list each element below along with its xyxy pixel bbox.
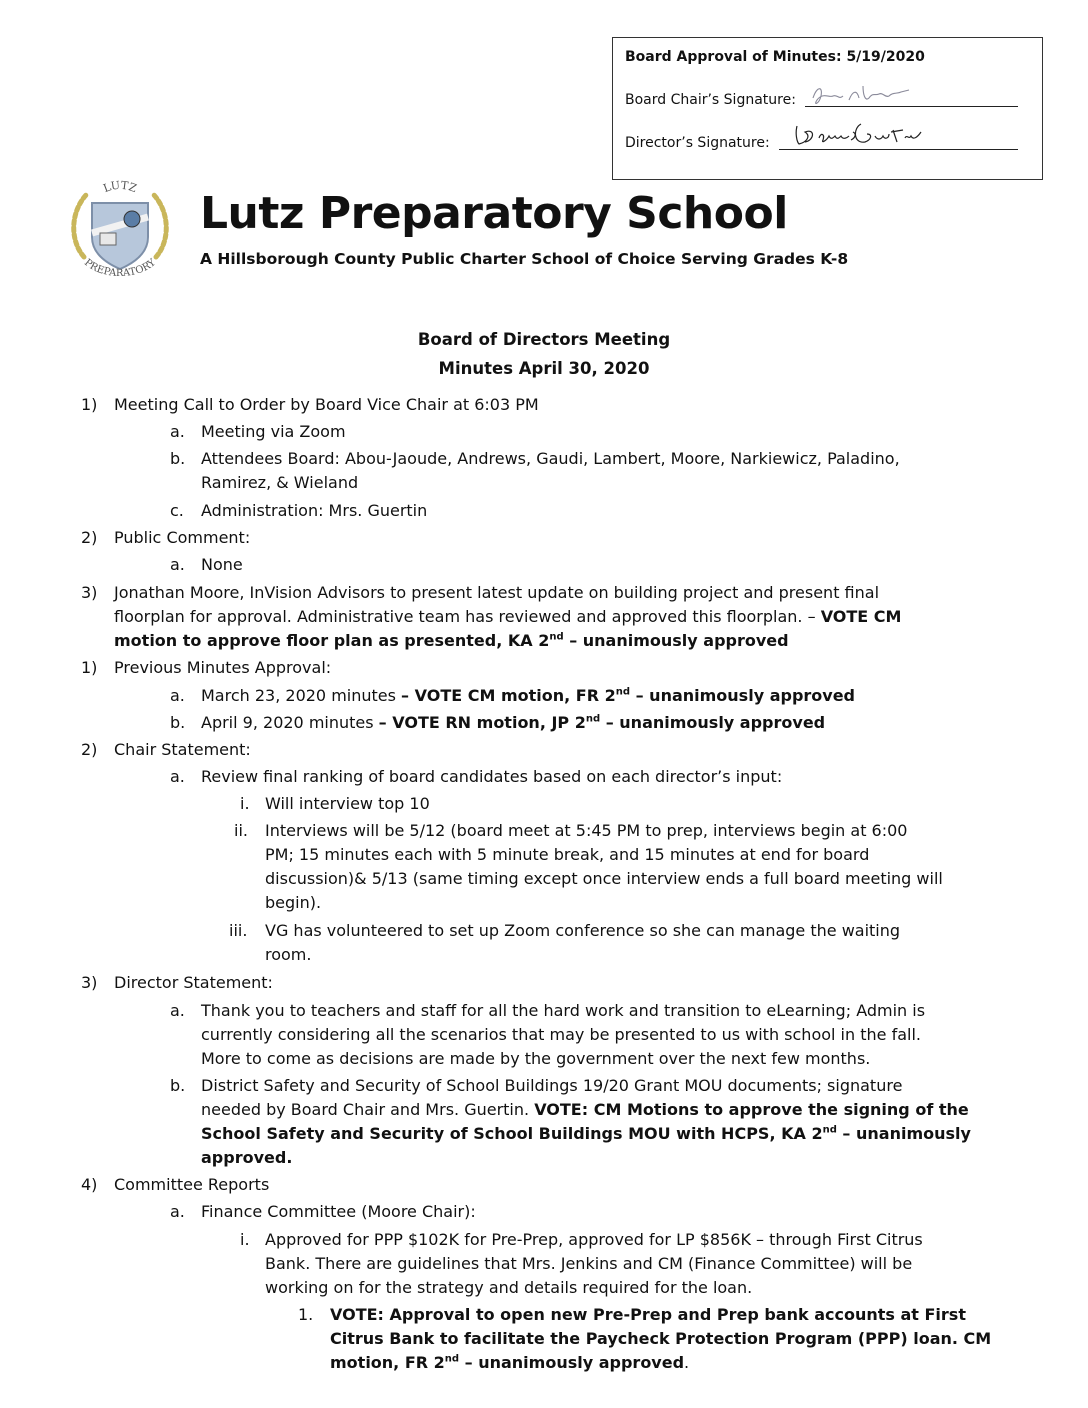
vote-result: – unanimously approved (630, 686, 856, 705)
subitem-text-continued: More to come as decisions are made by the government over the next few months. (201, 1049, 871, 1068)
subitem-text: Meeting via Zoom (201, 422, 346, 441)
approval-date: 5/19/2020 (846, 49, 925, 65)
subsubitem-text-continued: Bank. There are guidelines that Mrs. Jenkins and CM (Finance Committee) will be (265, 1254, 913, 1273)
subitem-letter: a. (170, 1001, 185, 1020)
vote-text-continued: approved. (201, 1148, 293, 1167)
item-text: Jonathan Moore, InVision Advisors to present latest update on building project and present final (114, 583, 880, 602)
ordinal-suffix: nd (822, 1124, 837, 1136)
plain-text: March 23, 2020 minutes (201, 686, 402, 705)
ordinal-suffix: nd (585, 713, 601, 725)
plain-text: April 9, 2020 minutes (201, 713, 379, 732)
approval-date-row (625, 49, 925, 65)
vote-motion: motion to approve floor plan as presented, KA 2 (114, 631, 550, 650)
item-text: Chair Statement: (114, 740, 251, 759)
logo-top-text: LUTZ (101, 178, 139, 196)
subsubitem-text: VG has volunteered to set up Zoom conference so she can manage the waiting (265, 921, 901, 940)
item-text: Public Comment: (114, 528, 251, 547)
roman-numeral: i. (240, 794, 250, 813)
item-number: 3) (81, 973, 98, 992)
vote-text (114, 629, 789, 653)
vote-result: – unanimously (836, 1124, 971, 1143)
chair-signature-scribble (809, 78, 919, 110)
ordinal-suffix: nd (615, 686, 631, 698)
vote-text (201, 1122, 971, 1146)
vote-text: VOTE: CM Motions to approve the signing of the (534, 1100, 969, 1119)
item-number: 2) (81, 528, 98, 547)
vote-result: – unanimously approved (563, 631, 789, 650)
item-number: 1) (81, 395, 98, 414)
plain-text: . (684, 1353, 690, 1372)
meeting-title: Board of Directors Meeting (417, 330, 671, 349)
subsubitem-text-continued: room. (265, 945, 312, 964)
item-number: 1) (81, 658, 98, 677)
subsubitem-text-continued: working on for the strategy and details required for the loan. (265, 1278, 753, 1297)
subsubitem-text-continued: begin). (265, 893, 322, 912)
subitem-text: Finance Committee (Moore Chair): (201, 1202, 476, 1221)
ordinal-suffix: nd (549, 631, 564, 643)
subitem-letter: a. (170, 767, 185, 786)
subitem-text: Administration: Mrs. Guertin (201, 501, 428, 520)
subitem-text (201, 711, 825, 735)
subitem-text-continued: Ramirez, & Wieland (201, 473, 359, 492)
item-text-continued (114, 605, 901, 629)
subitem-text (201, 684, 855, 708)
subitem-letter: a. (170, 686, 185, 705)
director-signature-scribble (791, 118, 931, 150)
roman-numeral: ii. (234, 821, 248, 840)
subitem-text-continued: currently considering all the scenarios that may be presented to us with school in the fall. (201, 1025, 921, 1044)
vote-motion: motion, FR 2 (330, 1353, 445, 1372)
approval-box (612, 37, 1043, 180)
vote-result: – unanimously approved (600, 713, 826, 732)
subsubitem-text: Approved for PPP $102K for Pre-Prep, approved for LP $856K – through First Citrus (265, 1230, 923, 1249)
subitem-letter: a. (170, 555, 185, 574)
subsubitem-text: Interviews will be 5/12 (board meet at 5:45 PM to prep, interviews begin at 6:00 (265, 821, 908, 840)
item-number: 2) (81, 740, 98, 759)
vote-motion: – VOTE CM motion, FR 2 (401, 686, 616, 705)
svg-text:LUTZ (101, 179, 138, 195)
subsubitem-text-continued: PM; 15 minutes each with 5 minute break, and 15 minutes at end for board (265, 845, 870, 864)
school-name: Lutz Preparatory School (200, 188, 788, 239)
ordinal-suffix: nd (444, 1353, 460, 1365)
school-crest-logo (64, 177, 176, 289)
vote-motion: School Safety and Security of School Buildings MOU with HCPS, KA 2 (201, 1124, 823, 1143)
subitem-text: Thank you to teachers and staff for all the hard work and transition to eLearning; Admin is (201, 1001, 926, 1020)
vote-text-continued: Citrus Bank to facilitate the Paycheck Protection Program (PPP) loan. CM (330, 1329, 992, 1348)
item-number: 3) (81, 583, 98, 602)
item-text: Director Statement: (114, 973, 273, 992)
subitem-letter: b. (170, 1076, 186, 1095)
roman-numeral: i. (240, 1230, 250, 1249)
vote-motion: – VOTE RN motion, JP 2 (378, 713, 586, 732)
vote-result: – unanimously approved (459, 1353, 685, 1372)
plain-text: needed by Board Chair and Mrs. Guertin. (201, 1100, 535, 1119)
director-signature-label: Director’s Signature: (625, 135, 770, 151)
roman-numeral: iii. (229, 921, 248, 940)
item-text: Committee Reports (114, 1175, 270, 1194)
subitem-letter: b. (170, 713, 186, 732)
vote-text-continued (330, 1351, 689, 1375)
school-tagline: A Hillsborough County Public Charter School of Choice Serving Grades K-8 (200, 250, 849, 268)
subitem-text: Attendees Board: Abou-Jaoude, Andrews, Gaudi, Lambert, Moore, Narkiewicz, Paladino, (201, 449, 900, 468)
minutes-date-title: Minutes April 30, 2020 (438, 359, 650, 378)
item-text: Meeting Call to Order by Board Vice Chair at 6:03 PM (114, 395, 539, 414)
subitem-letter: c. (170, 501, 184, 520)
item-text: Previous Minutes Approval: (114, 658, 332, 677)
approval-label: Board Approval of Minutes: (625, 49, 842, 65)
arabic-number: 1. (298, 1305, 314, 1324)
subsubitem-text-continued: discussion)& 5/13 (same timing except once interview ends a full board meeting will (265, 869, 943, 888)
subsubitem-text: Will interview top 10 (265, 794, 430, 813)
subitem-text: Review final ranking of board candidates based on each director’s input: (201, 767, 783, 786)
subitem-text-continued (201, 1098, 969, 1122)
subitem-text: None (201, 555, 243, 574)
chair-signature-label: Board Chair’s Signature: (625, 92, 796, 108)
subitem-letter: a. (170, 1202, 185, 1221)
subitem-letter: b. (170, 449, 186, 468)
subitem-letter: a. (170, 422, 185, 441)
subitem-text: District Safety and Security of School Buildings 19/20 Grant MOU documents; signature (201, 1076, 903, 1095)
item-number: 4) (81, 1175, 98, 1194)
logo-bottom-text: PREPARATORY (82, 257, 158, 280)
vote-text: VOTE: Approval to open new Pre-Prep and Prep bank accounts at First (330, 1305, 966, 1324)
vote-text: VOTE CM (820, 607, 902, 626)
plain-text: floorplan for approval. Administrative team has reviewed and approved this floorplan. – (114, 607, 821, 626)
